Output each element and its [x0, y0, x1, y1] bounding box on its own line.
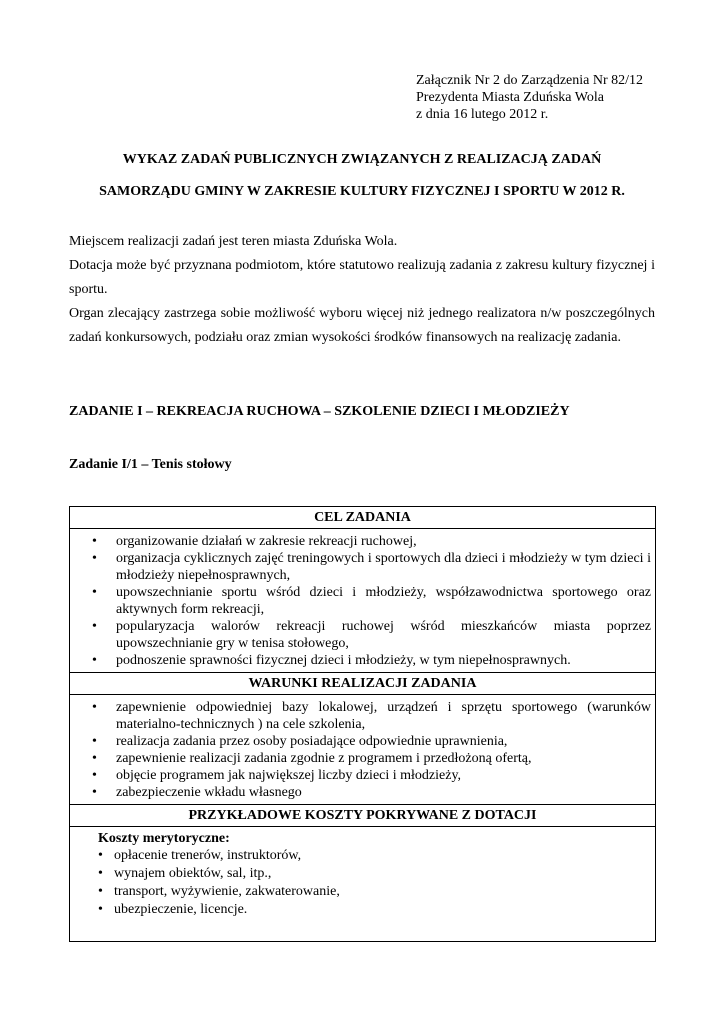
- list-item-text: zabezpieczenie wkładu własnego: [116, 785, 302, 800]
- conditions-cell: [70, 695, 656, 805]
- list-item: [98, 847, 655, 865]
- list-item-text: organizacja cyklicznych zajęć treningowych i sportowych dla dzieci i młodzieży w tym dzieci i młodzieży niepełnosprawnych,: [116, 551, 651, 583]
- list-item-text: organizowanie działań w zakresie rekreacji ruchowej,: [116, 534, 417, 549]
- attachment-note-line: z dnia 16 lutego 2012 r.: [416, 107, 549, 122]
- list-item-text: realizacja zadania przez osoby posiadające odpowiednie uprawnienia,: [116, 734, 508, 749]
- list-item: [70, 699, 651, 733]
- task-heading: ZADANIE I – REKREACJA RUCHOWA – SZKOLENIE DZIECI I MŁODZIEŻY: [69, 404, 570, 419]
- list-item-text: zapewnienie odpowiedniej bazy lokalowej, urządzeń i sprzętu sportowego (warunków materialno-technicznych ) na cele szkolenia,: [116, 700, 651, 732]
- attachment-note: [416, 72, 643, 123]
- list-item: [70, 550, 651, 584]
- bullet-icon: •: [92, 768, 97, 783]
- list-item: [70, 533, 651, 550]
- goal-list: [70, 529, 655, 672]
- intro-paragraph: Miejscem realizacji zadań jest teren miasta Zduńska Wola.: [69, 234, 398, 249]
- bullet-icon: •: [98, 848, 103, 863]
- goal-cell: [70, 529, 656, 673]
- bullet-icon: •: [92, 700, 97, 715]
- list-item: [70, 784, 651, 801]
- bullet-icon: •: [92, 534, 97, 549]
- document-title-line: SAMORZĄDU GMINY W ZAKRESIE KULTURY FIZYCZNEJ I SPORTU W 2012 R.: [99, 184, 625, 199]
- bullet-icon: •: [92, 551, 97, 566]
- goal-header: CEL ZADANIA: [70, 507, 656, 529]
- document-title-line: WYKAZ ZADAŃ PUBLICZNYCH ZWIĄZANYCH Z REALIZACJĄ ZADAŃ: [122, 152, 602, 167]
- list-item-text: objęcie programem jak największej liczby dzieci i młodzieży,: [116, 768, 462, 783]
- attachment-note-line: Prezydenta Miasta Zduńska Wola: [416, 90, 604, 105]
- list-item-text: opłacenie trenerów, instruktorów,: [114, 848, 302, 863]
- list-item-text: ubezpieczenie, licencje.: [114, 902, 248, 917]
- intro-paragraph: Organ zlecający zastrzega sobie możliwość wyboru więcej niż jednego realizatora n/w poszczególnych zadań konkursowych, podziału oraz zmian wysokości środków finansowych na realizację zadania.: [69, 306, 655, 345]
- costs-subheader: Koszty merytoryczne:: [98, 831, 230, 846]
- bullet-icon: •: [92, 619, 97, 634]
- attachment-note-line: Załącznik Nr 2 do Zarządzenia Nr 82/12: [416, 73, 644, 88]
- bullet-icon: •: [98, 884, 103, 899]
- bullet-icon: •: [92, 785, 97, 800]
- bullet-icon: •: [92, 751, 97, 766]
- bullet-icon: •: [92, 585, 97, 600]
- bullet-icon: •: [92, 653, 97, 668]
- task-table: [69, 506, 656, 942]
- document-title: [69, 151, 655, 215]
- list-item: [70, 767, 651, 784]
- subtask-heading: Zadanie I/1 – Tenis stołowy: [69, 457, 232, 472]
- bullet-icon: •: [92, 734, 97, 749]
- list-item-text: popularyzacja walorów rekreacji ruchowej wśród mieszkańców miasta poprzez upowszechnianie gry w tenisa stołowego,: [116, 619, 651, 651]
- list-item: [70, 733, 651, 750]
- list-item: [70, 750, 651, 767]
- list-item-text: upowszechnianie sportu wśród dzieci i młodzieży, współzawodnictwa sportowego oraz aktywnych form rekreacji,: [116, 585, 651, 617]
- intro-paragraph: Dotacja może być przyznana podmiotom, które statutowo realizują zadania z zakresu kultury fizycznej i sportu.: [69, 258, 655, 297]
- list-item: [70, 652, 651, 669]
- costs-cell: [70, 827, 656, 942]
- list-item: [98, 883, 655, 901]
- list-item: [70, 618, 651, 652]
- intro-text: [69, 230, 655, 350]
- costs-header: PRZYKŁADOWE KOSZTY POKRYWANE Z DOTACJI: [70, 805, 656, 827]
- list-item-text: podnoszenie sprawności fizycznej dzieci i młodzieży, w tym niepełnosprawnych.: [116, 653, 571, 668]
- bullet-icon: •: [98, 902, 103, 917]
- list-item: [70, 584, 651, 618]
- list-item: [98, 865, 655, 883]
- list-item-text: wynajem obiektów, sal, itp.,: [114, 866, 272, 881]
- list-item-text: zapewnienie realizacji zadania zgodnie z programem i przedłożoną ofertą,: [116, 751, 532, 766]
- bullet-icon: •: [98, 866, 103, 881]
- conditions-list: [70, 695, 655, 804]
- conditions-header: WARUNKI REALIZACJI ZADANIA: [70, 673, 656, 695]
- list-item-text: transport, wyżywienie, zakwaterowanie,: [114, 884, 340, 899]
- costs-list: [98, 847, 655, 919]
- list-item: [98, 901, 655, 919]
